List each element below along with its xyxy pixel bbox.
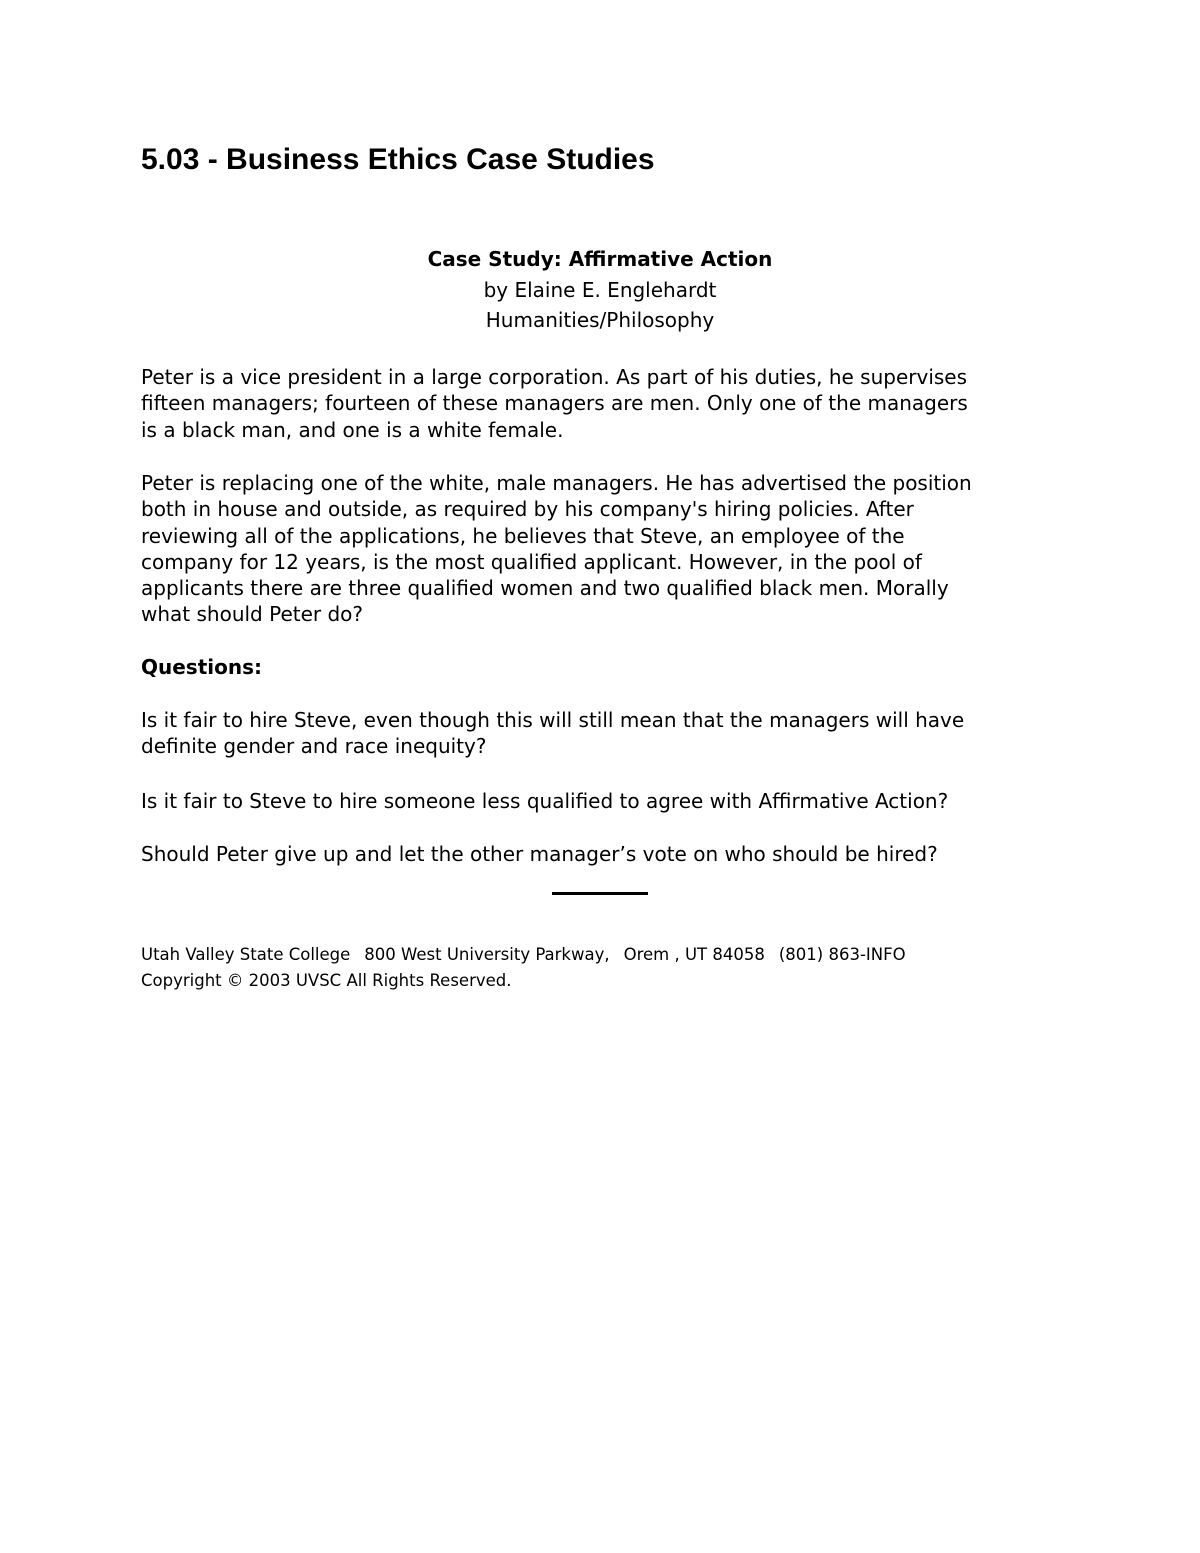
footer-institution: Utah Valley State College (141, 945, 351, 964)
case-study-heading: Case Study: Affirmative Action (427, 247, 773, 271)
footer (141, 942, 906, 994)
questions-heading: Questions: (141, 655, 263, 679)
page-title: 5.03 - Business Ethics Case Studies (141, 143, 655, 176)
text-line: Peter is a vice president in a large corporation. As part of his duties, he supervises (141, 365, 968, 389)
author-line: by Elaine E. Englehardt (483, 278, 717, 302)
text-line: Peter is replacing one of the white, male managers. He has advertised the position (141, 471, 972, 495)
footer-city: Orem , UT 84058 (623, 945, 765, 964)
question-3 (141, 841, 1059, 867)
text-line: both in house and outside, as required by his company's hiring policies. After (141, 497, 914, 522)
text-line: definite gender and race inequity? (141, 734, 487, 759)
text-line: Is it fair to hire Steve, even though this will still mean that the managers will have (141, 708, 965, 732)
text-line: what should Peter do? (141, 602, 364, 627)
question-1 (141, 707, 1059, 760)
text-line: fifteen managers; fourteen of these managers are men. Only one of the managers (141, 391, 968, 416)
text-line: reviewing all of the applications, he believes that Steve, an employee of the (141, 523, 905, 548)
text-line: Is it fair to Steve to hire someone less qualified to agree with Affirmative Action? (141, 789, 949, 813)
footer-phone: (801) 863-INFO (778, 945, 906, 964)
footer-contact-line (141, 942, 906, 968)
paragraph-dilemma (141, 470, 1059, 628)
department-line: Humanities/Philosophy (485, 308, 715, 332)
footer-address: 800 West University Parkway, (364, 945, 610, 964)
text-line: Should Peter give up and let the other manager’s vote on who should be hired? (141, 842, 938, 866)
footer-copyright: Copyright © 2003 UVSC All Rights Reserved. (141, 971, 512, 990)
text-line: applicants there are three qualified women and two qualified black men. Morally (141, 576, 949, 601)
text-line: company for 12 years, is the most qualified applicant. However, in the pool of (141, 549, 922, 574)
paragraph-situation (141, 364, 1059, 443)
question-2 (141, 788, 1059, 814)
section-divider (552, 892, 648, 895)
text-line: is a black man, and one is a white female. (141, 417, 564, 442)
